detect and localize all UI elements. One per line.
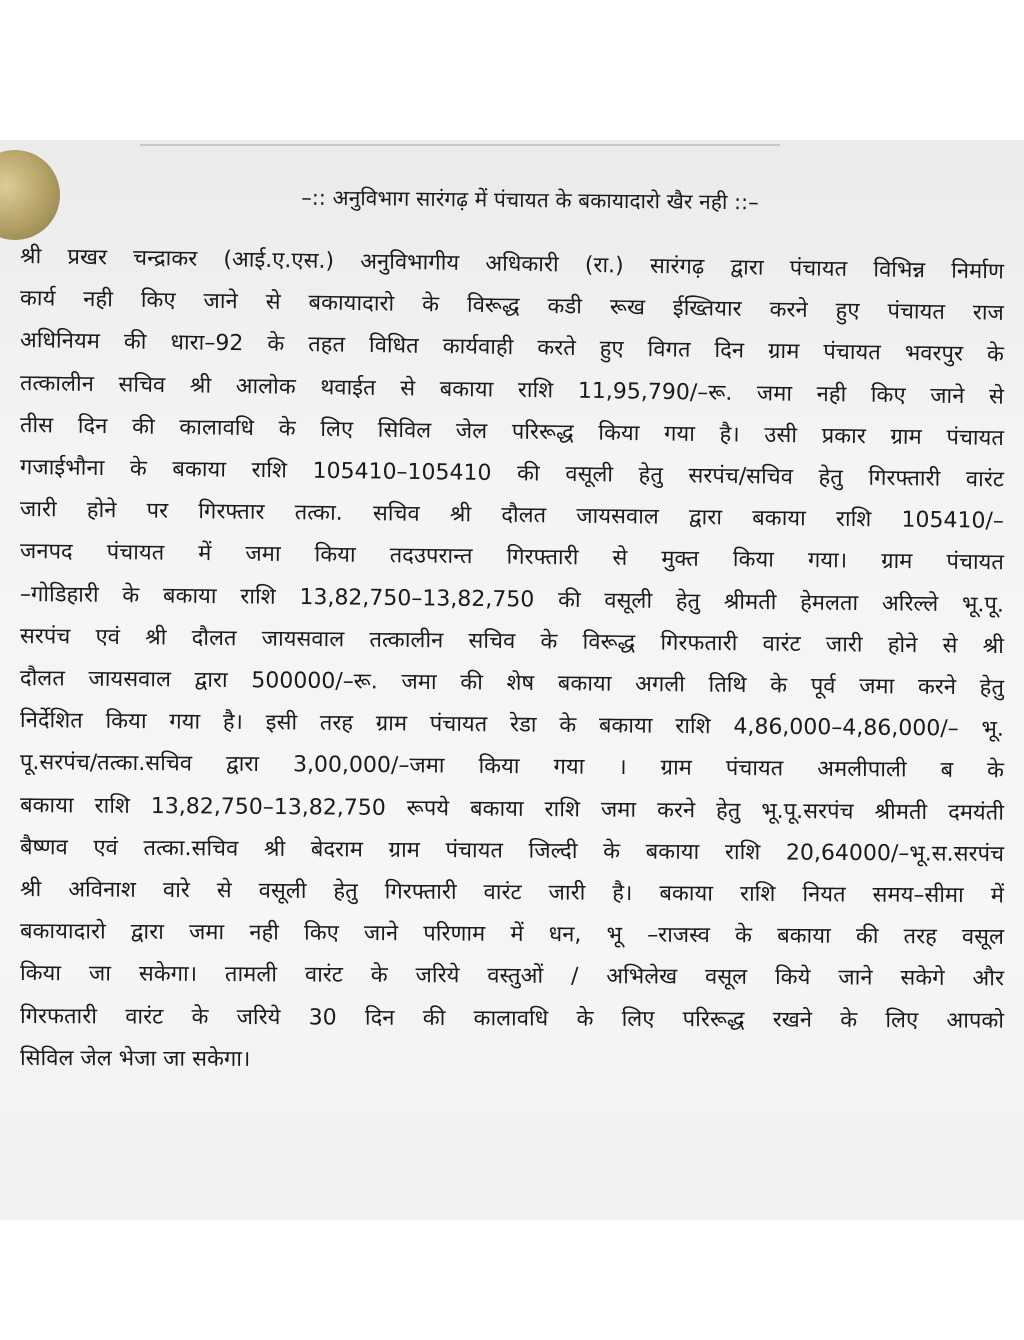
body-line: तत्कालीन सचिव श्री आलोक थवाईत से बकाया राशि 11,95,790/–रू. जमा नही किए जाने से <box>19 370 1005 410</box>
body-line: अधिनियम की धारा–92 के तहत विधित कार्यवाही करते हुए विगत दिन ग्राम पंचायत भवरपुर के <box>19 328 1005 368</box>
body-line: किया जा सकेगा। तामली वारंट के जरिये वस्तुओं / अभिलेख वसूल किये जाने सकेगे और <box>19 961 1005 992</box>
body-line: –गोडिहारी के बकाया राशि 13,82,750–13,82,750 की वसूली हेतु श्रीमती हेमलता अरिल्ले भू.पू. <box>19 581 1005 618</box>
body-line: तीस दिन की कालावधि के लिए सिविल जेल परिरूद्ध किया गया है। उसी प्रकार ग्राम पंचायत <box>19 412 1005 451</box>
body-line: जनपद पंचायत में जमा किया तदउपरान्त गिरफ्तारी से मुक्त किया गया। ग्राम पंचायत <box>19 539 1005 576</box>
body-line: श्री अविनाश वारे से वसूली हेतु गिरफ्तारी वारंट जारी है। बकाया राशि नियत समय–सीमा में <box>19 877 1005 909</box>
body-line: श्री प्रखर चन्द्राकर (आई.ए.एस.) अनुविभागीय अधिकारी (रा.) सारंगढ़ द्वारा पंचायत विभिन्न निर्माण <box>19 244 1005 285</box>
body-line: दौलत जायसवाल द्वारा 500000/–रू. जमा की शेष बकाया अगली तिथि के पूर्व जमा करने हेतु <box>19 666 1005 701</box>
document-heading: –:: अनुविभाग सारंगढ़ में पंचायत के बकायादारो खैर नही ::– <box>301 185 759 215</box>
body-line: निर्देशित किया गया है। इसी तरह ग्राम पंचायत रेडा के बकाया राशि 4,86,000–4,86,000/– भू. <box>19 708 1005 743</box>
body-line: जारी होने पर गिरफ्तार तत्का. सचिव श्री दौलत जायसवाल द्वारा बकाया राशि 105410/– <box>19 497 1005 535</box>
body-line: गजाईभौना के बकाया राशि 105410–105410 की वसूली हेतु सरपंच/सचिव हेतु गिरफ्तारी वारंट <box>19 455 1005 493</box>
body-line: सरपंच एवं श्री दौलत जायसवाल तत्कालीन सचिव के विरूद्ध गिरफतारी वारंट जारी होने से श्री <box>19 623 1005 659</box>
body-line: कार्य नही किए जाने से बकायादारो के विरूद्ध कडी रूख ईख्तियार करने हुए पंचायत राज <box>19 286 1005 327</box>
body-line: बैष्णव एवं तत्का.सचिव श्री बेदराम ग्राम पंचायत जिल्दी के बकाया राशि 20,64000/–भू.स.सरपंच <box>19 834 1005 867</box>
body-line: गिरफतारी वारंट के जरिये 30 दिन की कालावधि के लिए परिरूद्ध रखने के लिए आपको <box>19 1003 1005 1034</box>
body-line: बकाया राशि 13,82,750–13,82,750 रूपये बकाया राशि जमा करने हेतु भू.पू.सरपंच श्रीमती दमयंती <box>19 792 1005 826</box>
body-line: सिविल जेल भेजा जा सकेगा। <box>19 1045 251 1072</box>
body-line: बकायादारो द्वारा जमा नही किए जाने परिणाम में धन, भू –राजस्व के बकाया की तरह वसूल <box>19 919 1005 951</box>
body-line: पू.सरपंच/तत्का.सचिव द्वारा 3,00,000/–जमा किया गया । ग्राम पंचायत अमलीपाली ब के <box>19 750 1005 784</box>
